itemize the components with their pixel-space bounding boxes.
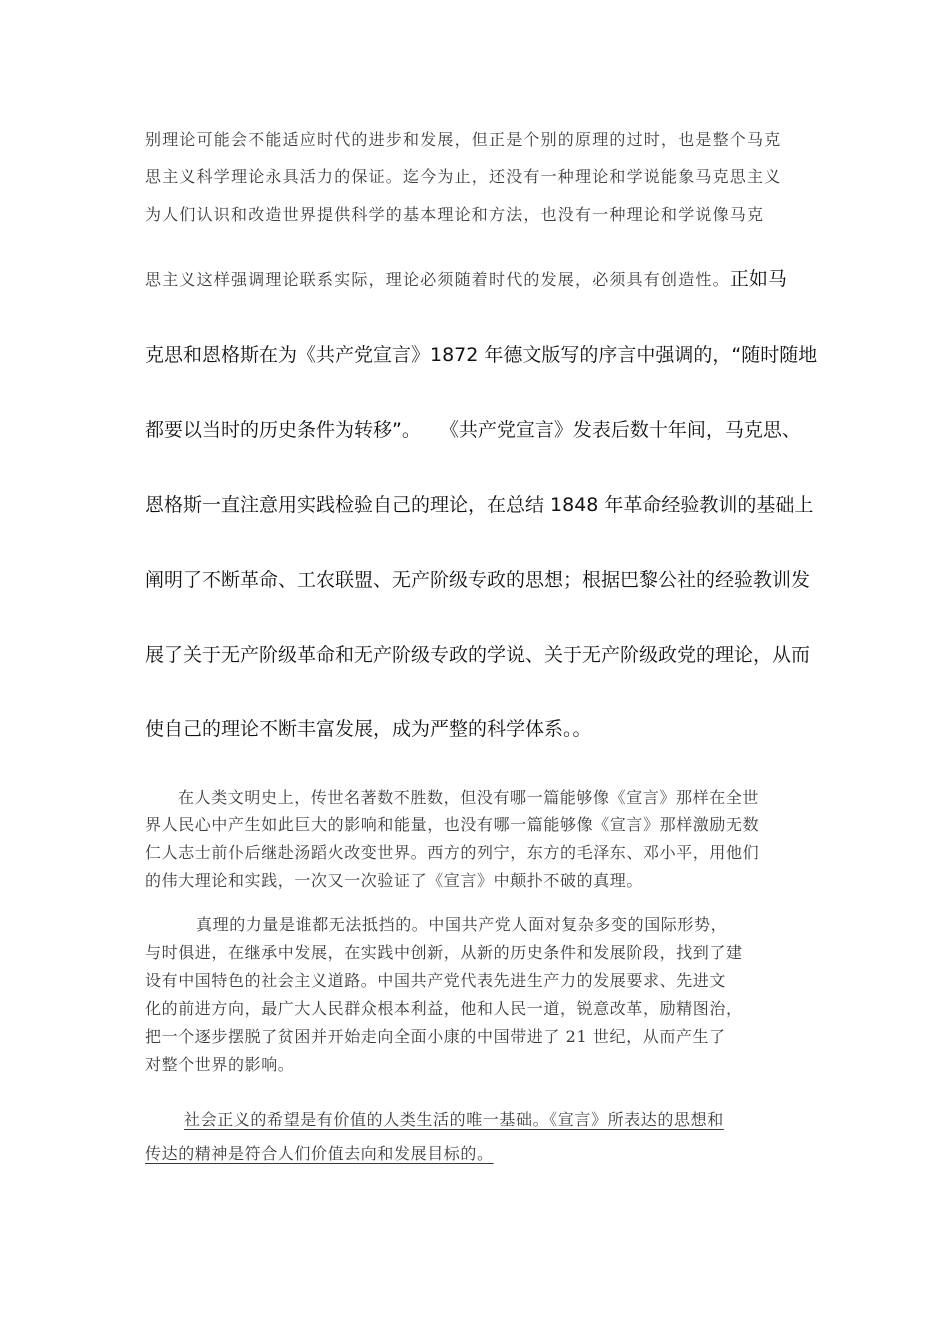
paragraph-line: 界人民心中产生如此巨大的影响和能量，也没有哪一篇能够像《宣言》那样激励无数 — [145, 815, 760, 834]
paragraph-text-emphasis: 正如马 — [729, 268, 787, 290]
paragraph-line — [145, 264, 787, 291]
paragraph-line: 的伟大理论和实践，一次又一次验证了《宣言》中颠扑不破的真理。 — [145, 871, 644, 890]
paragraph-line: 都要以当时的历史条件为转移”。 《共产党宣言》发表后数十年间，马克思、 — [145, 419, 801, 441]
paragraph-line: 在人类文明史上，传世名著数不胜数，但没有哪一篇能够像《宣言》那样在全世 — [178, 788, 760, 807]
paragraph-line: 克思和恩格斯在为《共产党宣言》1872 年德文版写的序言中强调的，“随时随地 — [145, 344, 818, 366]
paragraph-line: 化的前进方向，最广大人民群众根本利益，他和人民一道，锐意改革，励精图治， — [145, 999, 743, 1018]
paragraph-line: 展了关于无产阶级革命和无产阶级专政的学说、关于无产阶级政党的理论，从而 — [145, 644, 811, 666]
paragraph-line: 设有中国特色的社会主义道路。中国共产党代表先进生产力的发展要求、先进文 — [145, 971, 727, 990]
underlined-line: 传达的精神是符合人们价值去向和发展目标的。 — [145, 1144, 494, 1163]
paragraph-line: 与时俱进，在继承中发展，在实践中创新，从新的历史条件和发展阶段，找到了建 — [145, 943, 743, 962]
paragraph-line: 为人们认识和改造世界提供科学的基本理论和方法，也没有一种理论和学说像马克 — [145, 205, 765, 224]
paragraph-line: 真理的力量是谁都无法抵挡的。中国共产党人面对复杂多变的国际形势， — [196, 915, 728, 934]
paragraph-line: 别理论可能会不能适应时代的进步和发展，但正是个别的原理的过时，也是整个马克 — [145, 130, 782, 149]
paragraph-line: 阐明了不断革命、工农联盟、无产阶级专政的思想；根据巴黎公社的经验教训发 — [145, 569, 811, 591]
paragraph-line: 恩格斯一直注意用实践检验自己的理论，在总结 1848 年革命经验教训的基础上 — [145, 494, 814, 516]
paragraph-line: 仁人志士前仆后继赴汤蹈火改变世界。西方的列宁，东方的毛泽东、邓小平，用他们 — [145, 843, 760, 862]
paragraph-line: 对整个世界的影响。 — [145, 1055, 295, 1074]
paragraph-text: 思主义这样强调理论联系实际，理论必须随着时代的发展，必须具有创造性。 — [145, 270, 730, 289]
underlined-line: 社会正义的希望是有价值的人类生活的唯一基础。《宣言》所表达的思想和 — [184, 1110, 724, 1129]
paragraph-line: 思主义科学理论永具活力的保证。迄今为止，还没有一种理论和学说能象马克思主义 — [145, 167, 782, 186]
paragraph-line: 使自己的理论不断丰富发展，成为严整的科学体系。。 — [145, 718, 592, 740]
paragraph-line: 把一个逐步摆脱了贫困并开始走向全面小康的中国带进了 21 世纪，从而产生了 — [145, 1027, 726, 1046]
